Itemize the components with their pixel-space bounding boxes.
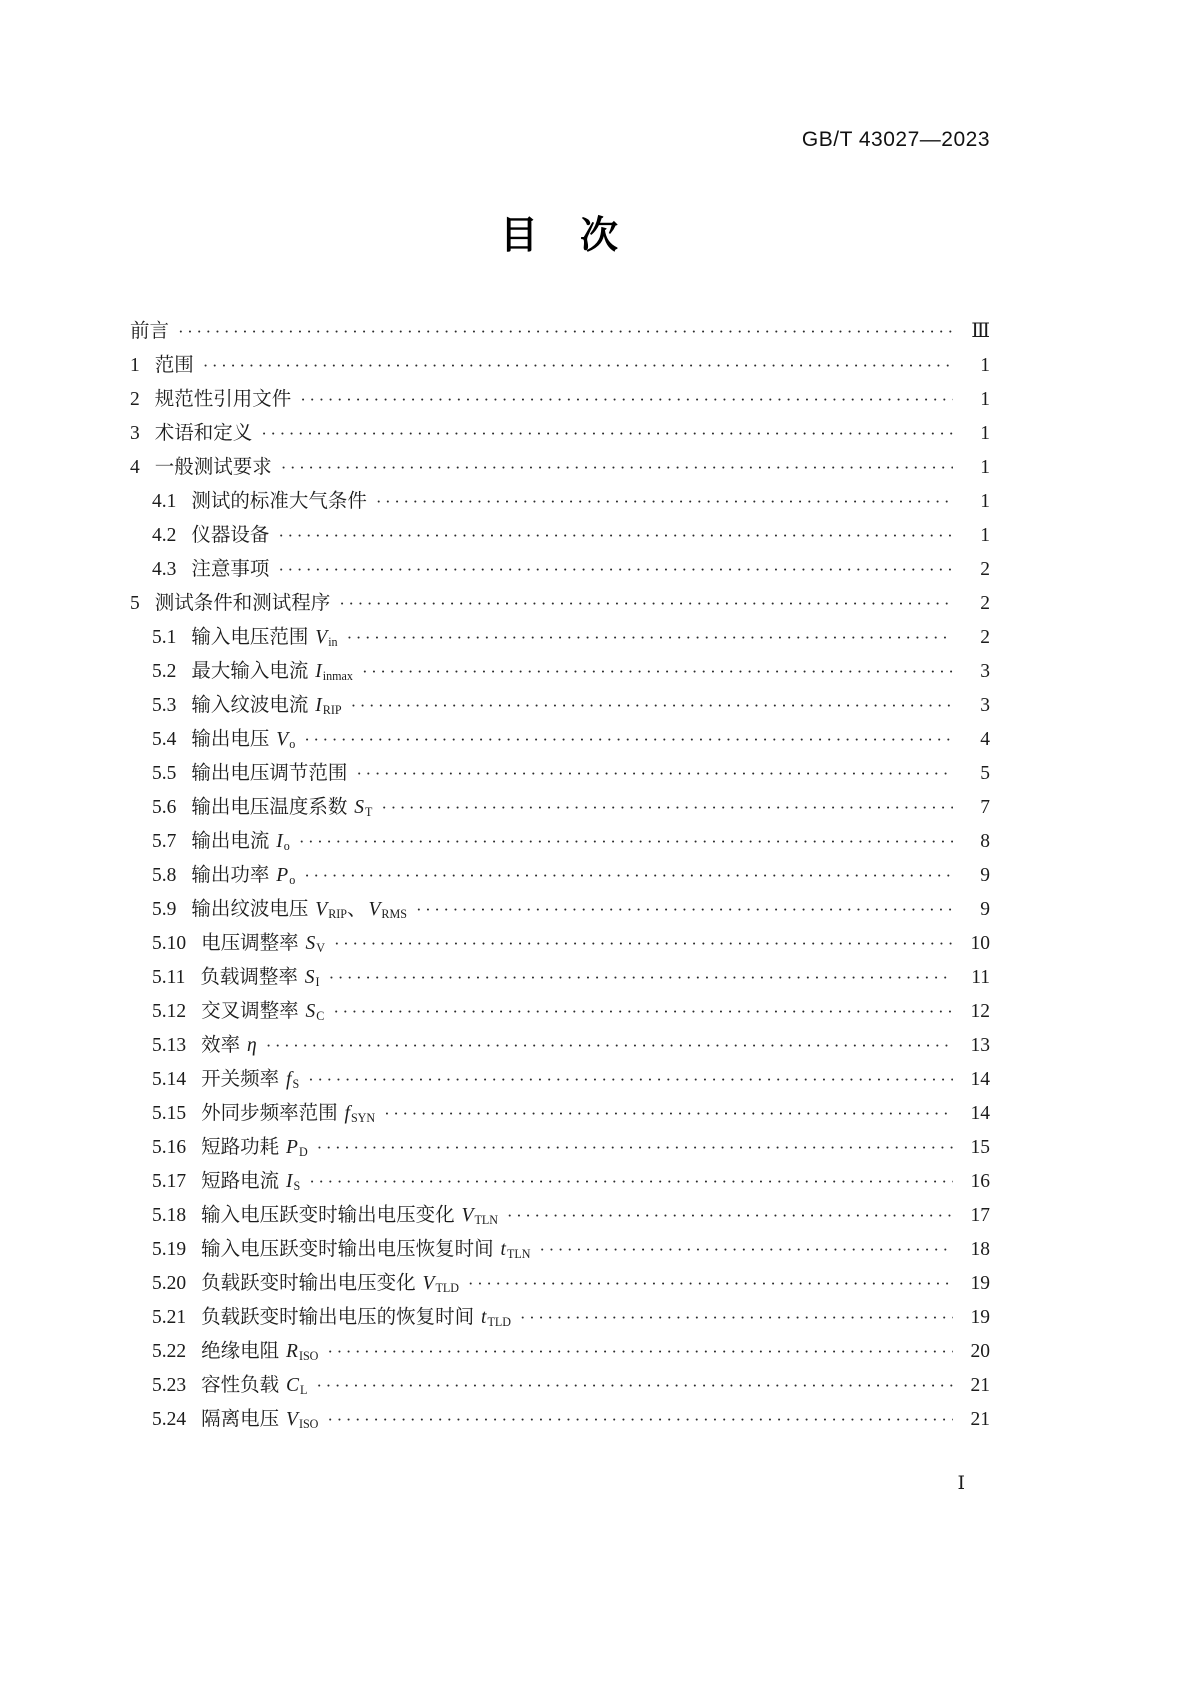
page-title: 目 次: [499, 215, 620, 257]
toc-entry-number: 5.7: [152, 831, 177, 852]
toc-entry-number: 5.14: [152, 1069, 187, 1090]
toc-entry-number: 5.9: [152, 899, 177, 920]
toc-entry-page: 1: [980, 423, 990, 444]
toc-entry-page: 1: [980, 525, 990, 546]
toc-entry: [130, 893, 990, 927]
toc-entry-number: 5.20: [152, 1273, 187, 1294]
toc-entry-title: 测试条件和测试程序: [154, 593, 331, 614]
toc-entry: [130, 587, 990, 621]
toc-entry-page: 3: [980, 695, 990, 716]
toc-entry: [130, 1233, 990, 1267]
toc-entry: [130, 621, 990, 655]
toc-entry-title: 短路功耗 $P_D$: [201, 1137, 308, 1160]
toc-entry: [130, 689, 990, 723]
toc-entry-number: 5.12: [152, 1001, 187, 1022]
toc-entry: [130, 961, 990, 995]
toc-entry: [130, 553, 990, 587]
toc-entry-number: 4.1: [152, 491, 177, 512]
toc-entry-page: 19: [970, 1273, 990, 1294]
toc-entry-page: 2: [980, 593, 990, 614]
toc-entry-page: 9: [980, 865, 990, 886]
toc-leader-dots: [333, 995, 953, 1029]
toc-entry-title: 绝缘电阻 $R_{ISO}$: [201, 1341, 319, 1364]
toc-entry: [130, 1097, 990, 1131]
toc-entry-page: 13: [970, 1035, 990, 1056]
toc-entry-page: 8: [980, 831, 990, 852]
toc-leader-dots: [351, 689, 953, 723]
toc-entry-title: 负载调整率 $S_I$: [200, 967, 320, 990]
toc-entry-page: 15: [970, 1137, 990, 1158]
toc-entry-page: 18: [970, 1239, 990, 1260]
toc-leader-dots: [308, 1063, 953, 1097]
toc-entry: [130, 1199, 990, 1233]
toc-entry: [130, 825, 990, 859]
toc-entry-page: 2: [980, 559, 990, 580]
toc-entry-title: 最大输入电流 $I_{inmax}$: [191, 661, 353, 684]
toc-entry-title: 一般测试要求: [154, 457, 272, 478]
toc-entry: [130, 1063, 990, 1097]
toc-entry: [130, 1301, 990, 1335]
toc-entry-title: 输出电压温度系数 $S_T$: [191, 797, 373, 820]
toc-entry-number: 4: [130, 457, 140, 478]
toc-leader-dots: [299, 825, 953, 859]
toc-entry-title: 前言: [130, 321, 170, 342]
toc-entry-title: 容性负载 $C_L$: [201, 1375, 308, 1398]
toc-entry-title: 效率 η: [201, 1035, 257, 1056]
toc-entry-number: 4.3: [152, 559, 177, 580]
toc-entry-title: 输入电压跃变时输出电压恢复时间 $t_{TLN}$: [201, 1239, 531, 1262]
toc-entry-title: 输出功率 $P_o$: [191, 865, 296, 888]
toc-entry-page: 12: [970, 1001, 990, 1022]
toc-leader-dots: [281, 451, 953, 485]
toc-entry-title: 外同步频率范围 $f_{SYN}$: [201, 1103, 376, 1126]
toc-entry: [130, 927, 990, 961]
toc-entry: [130, 1267, 990, 1301]
toc-entry: [130, 1029, 990, 1063]
toc-leader-dots: [309, 1165, 953, 1199]
toc-entry-number: 4.2: [152, 525, 177, 546]
toc-entry: [130, 1165, 990, 1199]
toc-entry-title: 开关频率 $f_S$: [201, 1069, 300, 1092]
toc-entry: [130, 1335, 990, 1369]
toc-entry-title: 负载跃变时输出电压的恢复时间 $t_{TLD}$: [201, 1307, 511, 1330]
toc-entry: [130, 417, 990, 451]
toc-leader-dots: [178, 315, 953, 349]
toc-entry-title: 交叉调整率 $S_C$: [201, 1001, 325, 1024]
toc-entry-number: 5.22: [152, 1341, 187, 1362]
toc-leader-dots: [507, 1199, 953, 1233]
toc-entry-title: 范围: [154, 355, 194, 376]
toc-entry-page: 16: [970, 1171, 990, 1192]
toc-entry-number: 5.3: [152, 695, 177, 716]
toc-entry-number: 5.10: [152, 933, 187, 954]
toc-entry: [130, 995, 990, 1029]
toc-leader-dots: [278, 553, 953, 587]
toc-entry-number: 5.16: [152, 1137, 187, 1158]
toc-leader-dots: [300, 383, 953, 417]
toc-entry-title: 输出纹波电压 $V_{RIP}$、 $V_{RMS}$: [191, 899, 407, 922]
toc-leader-dots: [329, 961, 953, 995]
toc-leader-dots: [261, 417, 953, 451]
toc-entry-number: 5.13: [152, 1035, 187, 1056]
toc-entry-title: 术语和定义: [154, 423, 253, 444]
toc-entry: [130, 485, 990, 519]
toc-entry: [130, 655, 990, 689]
toc-leader-dots: [203, 349, 953, 383]
toc-entry-number: 2: [130, 389, 140, 410]
toc-leader-dots: [520, 1301, 953, 1335]
toc-entry-number: 5.17: [152, 1171, 187, 1192]
footer-page-number: Ⅰ: [957, 1473, 965, 1494]
toc-entry-number: 1: [130, 355, 140, 376]
toc-entry: [130, 1131, 990, 1165]
toc-entry-page: 17: [970, 1205, 990, 1226]
toc-entry-page: 3: [980, 661, 990, 682]
toc-entry-title: 输入电压跃变时输出电压变化 $V_{TLN}$: [201, 1205, 498, 1228]
toc-entry-title: 输入纹波电流 $I_{RIP}$: [191, 695, 342, 718]
toc-entry-number: 5.24: [152, 1409, 187, 1430]
standard-number: GB/T 43027—2023: [801, 128, 990, 151]
toc-entry-number: 5: [130, 593, 140, 614]
toc-leader-dots: [416, 893, 953, 927]
toc-entry-title: 规范性引用文件: [154, 389, 292, 410]
toc-entry-title: 负载跃变时输出电压变化 $V_{TLD}$: [201, 1273, 459, 1296]
toc-leader-dots: [304, 723, 953, 757]
toc-entry-page: 7: [980, 797, 990, 818]
toc-entry-title: 注意事项: [191, 559, 270, 580]
toc-entry-title: 电压调整率 $S_V$: [201, 933, 325, 956]
toc-entry-page: 1: [980, 457, 990, 478]
toc-leader-dots: [334, 927, 953, 961]
toc-entry-title: 测试的标准大气条件: [191, 491, 367, 512]
toc-entry: [130, 451, 990, 485]
toc-leader-dots: [266, 1029, 953, 1063]
toc-entry-number: 5.4: [152, 729, 177, 750]
toc-leader-dots: [347, 621, 953, 655]
toc-leader-dots: [327, 1335, 953, 1369]
toc-entry-number: 5.1: [152, 627, 177, 648]
toc-leader-dots: [468, 1267, 953, 1301]
toc-leader-dots: [339, 587, 953, 621]
toc-entry-title: 短路电流 $I_S$: [201, 1171, 301, 1194]
toc-entry-title: 隔离电压 $V_{ISO}$: [201, 1409, 319, 1432]
toc-entry-number: 5.6: [152, 797, 177, 818]
toc-entry: [130, 791, 990, 825]
toc-entry-number: 5.15: [152, 1103, 187, 1124]
toc-entry-title: 仪器设备: [191, 525, 270, 546]
toc-list: [130, 315, 990, 1437]
toc-entry: [130, 383, 990, 417]
toc-leader-dots: [539, 1233, 953, 1267]
toc-entry-page: 5: [980, 763, 990, 784]
toc-entry-title: 输入电压范围 $V_{in}$: [191, 627, 338, 650]
toc-entry-number: 5.2: [152, 661, 177, 682]
toc-entry-page: 21: [970, 1375, 990, 1396]
toc-entry-page: 1: [980, 355, 990, 376]
toc-entry-page: 10: [970, 933, 990, 954]
toc-entry-number: 5.19: [152, 1239, 187, 1260]
toc-entry: [130, 1369, 990, 1403]
toc-entry: [130, 1403, 990, 1437]
toc-entry-page: Ⅲ: [971, 321, 990, 342]
toc-entry-title: 输出电压 $V_o$: [191, 729, 296, 752]
toc-leader-dots: [381, 791, 953, 825]
toc-leader-dots: [376, 485, 953, 519]
toc-leader-dots: [317, 1131, 953, 1165]
toc-entry-page: 4: [980, 729, 990, 750]
toc-entry-number: 5.11: [152, 967, 186, 988]
toc-entry: [130, 757, 990, 791]
toc-entry: [130, 519, 990, 553]
toc-entry: [130, 349, 990, 383]
toc-entry-number: 5.5: [152, 763, 177, 784]
toc-entry-page: 11: [971, 967, 990, 988]
toc-leader-dots: [384, 1097, 953, 1131]
toc-leader-dots: [278, 519, 953, 553]
toc-leader-dots: [362, 655, 953, 689]
toc-entry-title: 输出电流 $I_o$: [191, 831, 290, 854]
toc-entry-number: 5.8: [152, 865, 177, 886]
toc-entry-number: 5.23: [152, 1375, 187, 1396]
toc-entry-page: 14: [970, 1103, 990, 1124]
toc-leader-dots: [316, 1369, 953, 1403]
toc-entry-page: 9: [980, 899, 990, 920]
toc-entry-page: 20: [970, 1341, 990, 1362]
toc-leader-dots: [304, 859, 953, 893]
toc-leader-dots: [327, 1403, 953, 1437]
toc-leader-dots: [356, 757, 953, 791]
toc-entry: [130, 315, 990, 349]
toc-entry-page: 19: [970, 1307, 990, 1328]
toc-entry-number: 5.21: [152, 1307, 187, 1328]
toc-entry-page: 21: [970, 1409, 990, 1430]
toc-entry-number: 3: [130, 423, 140, 444]
toc-entry: [130, 723, 990, 757]
toc-entry-number: 5.18: [152, 1205, 187, 1226]
toc-entry-page: 14: [970, 1069, 990, 1090]
toc-entry-page: 1: [980, 389, 990, 410]
toc-entry-title: 输出电压调节范围: [191, 763, 348, 784]
toc-entry: [130, 859, 990, 893]
toc-entry-page: 1: [980, 491, 990, 512]
toc-entry-page: 2: [980, 627, 990, 648]
